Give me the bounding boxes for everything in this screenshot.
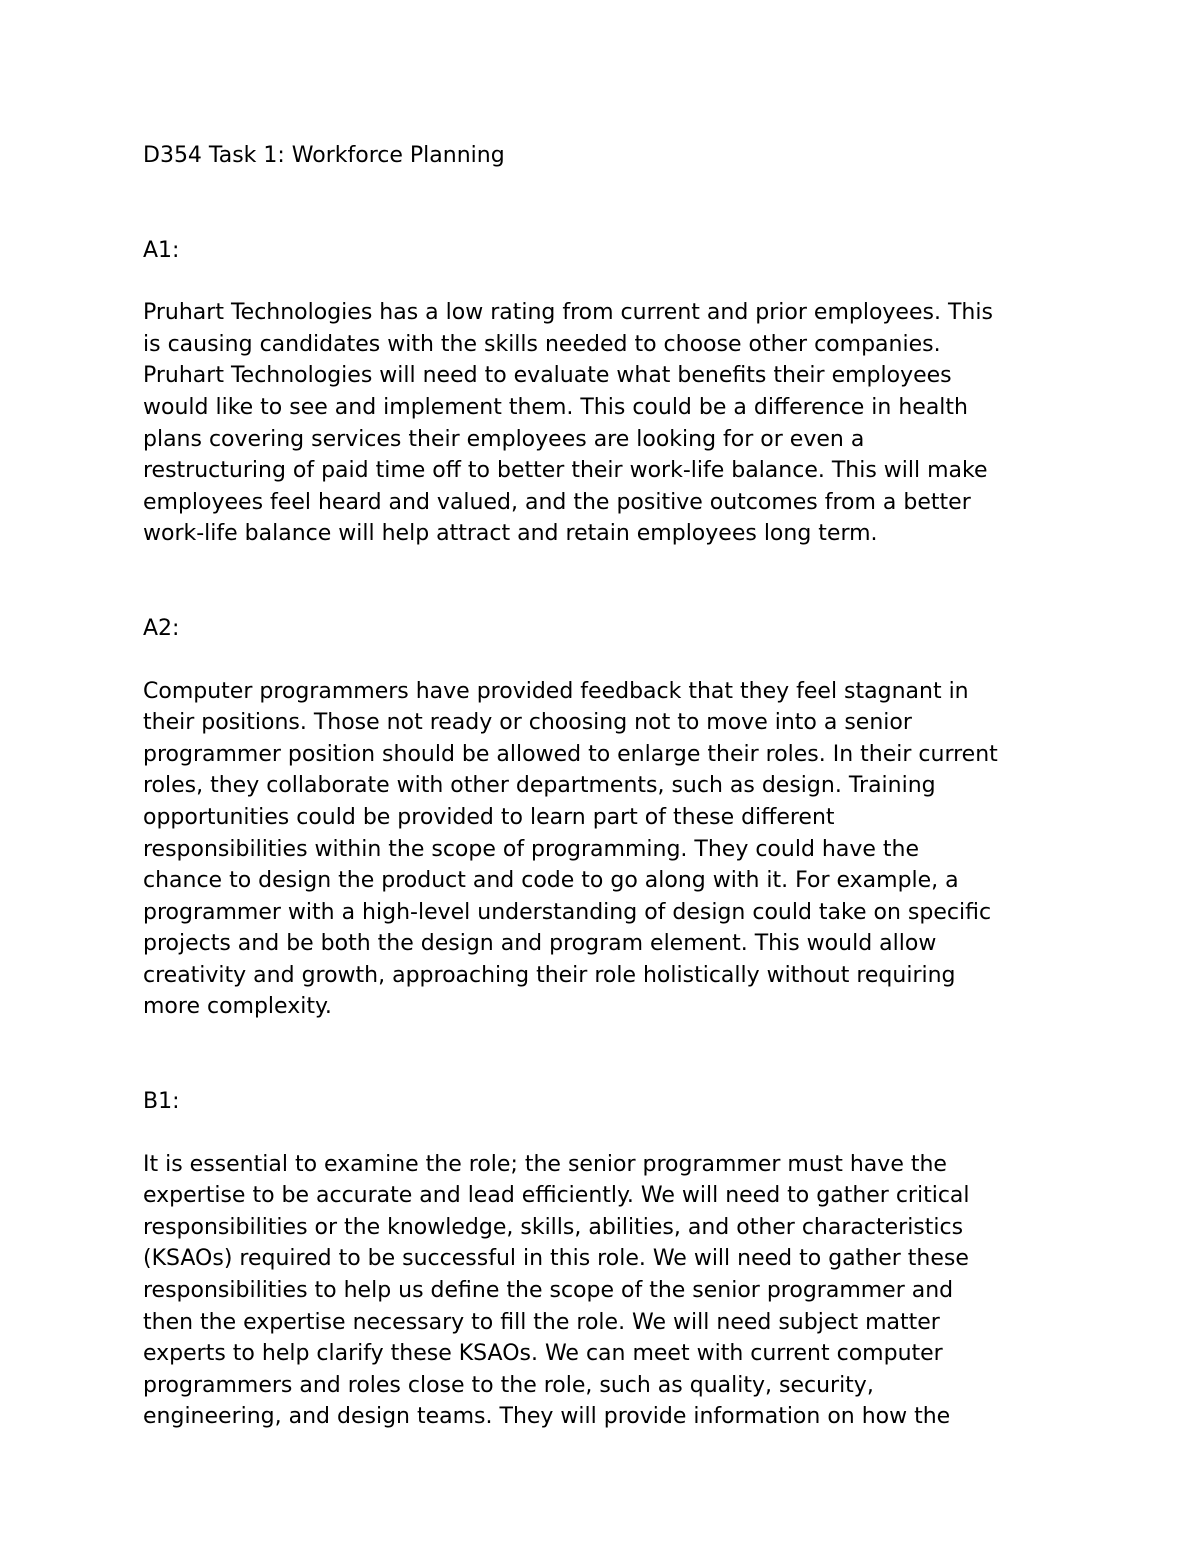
paragraph-line: projects and be both the design and program element. This would allow: [143, 931, 937, 957]
paragraph-line: experts to help clarify these KSAOs. We can meet with current computer: [143, 1341, 943, 1367]
paragraph-line: programmer position should be allowed to enlarge their roles. In their current: [143, 741, 998, 767]
paragraph-line: Pruhart Technologies has a low rating from current and prior employees. This: [143, 300, 993, 326]
paragraph-line: programmers and roles close to the role, such as quality, security,: [143, 1372, 874, 1398]
paragraph-line: employees feel heard and valued, and the positive outcomes from a better: [143, 489, 971, 515]
paragraph-line: more complexity.: [143, 994, 332, 1020]
paragraph-line: Pruhart Technologies will need to evaluate what benefits their employees: [143, 363, 952, 389]
paragraph-line: expertise to be accurate and lead efficiently. We will need to gather critical: [143, 1183, 970, 1209]
paragraph-line: It is essential to examine the role; the senior programmer must have the: [143, 1151, 947, 1177]
paragraph-line: responsibilities to help us define the scope of the senior programmer and: [143, 1278, 954, 1304]
paragraph-line: programmer with a high-level understanding of design could take on specific: [143, 899, 992, 925]
paragraph-line: then the expertise necessary to fill the role. We will need subject matter: [143, 1309, 940, 1335]
document-page: [143, 140, 1073, 1433]
section-heading: B1:: [143, 1089, 180, 1115]
paragraph-line: (KSAOs) required to be successful in this role. We will need to gather these: [143, 1246, 969, 1272]
paragraph-line: creativity and growth, approaching their role holistically without requiring: [143, 962, 956, 988]
paragraph-line: opportunities could be provided to learn part of these different: [143, 804, 835, 830]
section-paragraph: [143, 297, 1073, 550]
spacer: [143, 172, 1073, 235]
paragraph-line: their positions. Those not ready or choosing not to move into a senior: [143, 710, 912, 736]
paragraph-line: plans covering services their employees are looking for or even a: [143, 426, 865, 452]
section-heading: A1:: [143, 237, 180, 263]
paragraph-line: responsibilities or the knowledge, skills, abilities, and other characteristics: [143, 1214, 964, 1240]
section-heading: A2:: [143, 615, 180, 641]
paragraph-line: chance to design the product and code to go along with it. For example, a: [143, 868, 959, 894]
section-paragraph: [143, 676, 1073, 1024]
paragraph-line: restructuring of paid time off to better their work-life balance. This will make: [143, 458, 988, 484]
paragraph-line: engineering, and design teams. They will provide information on how the: [143, 1404, 951, 1430]
section-paragraph: [143, 1149, 1073, 1433]
paragraph-line: Computer programmers have provided feedback that they feel stagnant in: [143, 678, 969, 704]
paragraph-line: responsibilities within the scope of programming. They could have the: [143, 836, 919, 862]
paragraph-line: would like to see and implement them. This could be a difference in health: [143, 394, 968, 420]
document-title: D354 Task 1: Workforce Planning: [143, 143, 505, 168]
paragraph-line: work-life balance will help attract and retain employees long term.: [143, 521, 878, 547]
section-a1: [143, 235, 1073, 550]
paragraph-line: is causing candidates with the skills needed to choose other companies.: [143, 331, 941, 357]
paragraph-line: roles, they collaborate with other departments, such as design. Training: [143, 773, 936, 799]
section-b1: [143, 1086, 1073, 1433]
section-a2: [143, 613, 1073, 1023]
